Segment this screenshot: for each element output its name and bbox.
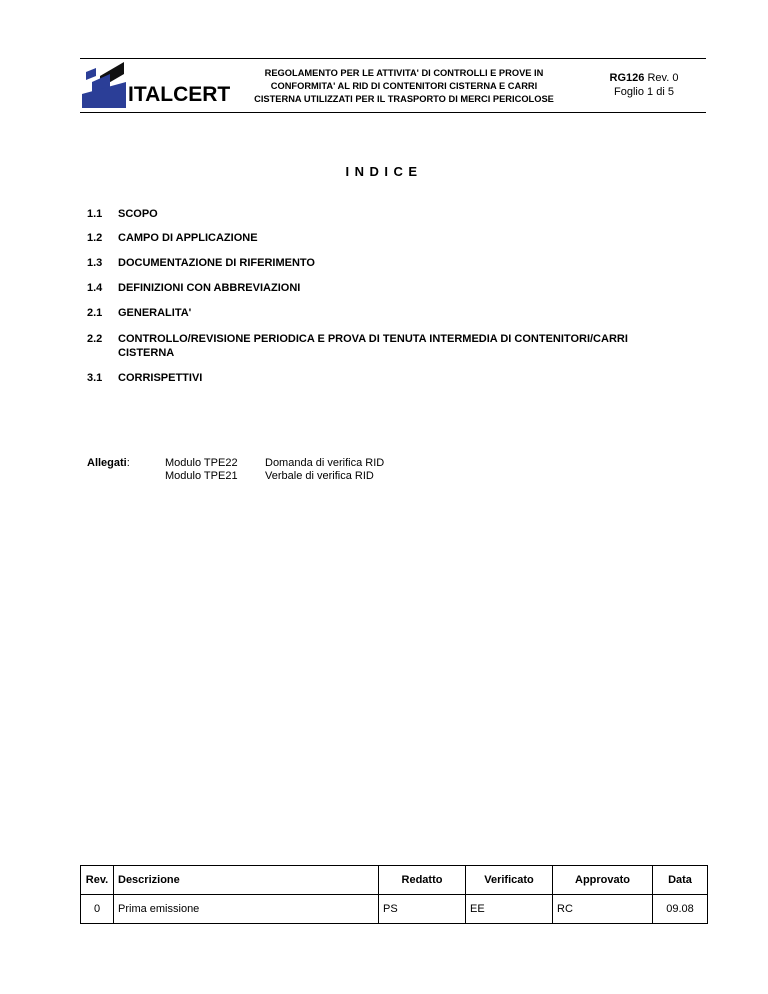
attachment-form: Modulo TPE22 — [165, 457, 238, 469]
logo-wordmark: ITALCERT — [128, 83, 231, 106]
document-title-line: CISTERNA UTILIZZATI PER IL TRASPORTO DI MERCI PERICOLOSE — [254, 94, 554, 104]
toc-item-label: SCOPO — [118, 208, 158, 220]
toc-item-label: CONTROLLO/REVISIONE PERIODICA E PROVA DI TENUTA INTERMEDIA DI CONTENITORI/CARRI — [118, 333, 628, 345]
attachment-forms — [165, 457, 238, 483]
toc-item-number: 2.2 — [87, 333, 103, 345]
header-top-rule — [80, 58, 706, 59]
document-sheet: Foglio 1 di 5 — [614, 86, 674, 98]
header-bottom-rule — [80, 112, 706, 113]
cell-date: 09.08 — [653, 895, 708, 924]
attachments-label: Allegati: — [87, 457, 130, 469]
index-title: INDICE — [345, 164, 423, 179]
cell-description: Prima emissione — [114, 895, 379, 924]
cell-verified: EE — [466, 895, 553, 924]
revision-table-header — [81, 866, 708, 895]
column-header-drafted: Redatto — [379, 866, 466, 895]
document-title-line: CONFORMITA' AL RID DI CONTENITORI CISTERNA E CARRI — [270, 81, 538, 91]
attachment-descriptions — [265, 457, 384, 483]
toc-item-label: DOCUMENTAZIONE DI RIFERIMENTO — [118, 257, 315, 269]
column-header-verified: Verificato — [466, 866, 553, 895]
revision-table — [80, 865, 708, 924]
column-header-approved: Approvato — [553, 866, 653, 895]
toc-item-number: 1.1 — [87, 208, 103, 220]
toc-item-number: 1.4 — [87, 282, 103, 294]
document-revision: Rev. 0 — [647, 72, 679, 84]
toc-item-number: 1.3 — [87, 257, 103, 269]
attachment-description: Domanda di verifica RID — [265, 457, 385, 469]
cell-approved: RC — [553, 895, 653, 924]
document-code: RG126 — [609, 72, 645, 84]
toc-item-number: 1.2 — [87, 232, 103, 244]
toc-item-number: 2.1 — [87, 307, 103, 319]
attachment-description: Verbale di verifica RID — [265, 470, 374, 482]
column-header-description: Descrizione — [114, 866, 379, 895]
document-title-line: REGOLAMENTO PER LE ATTIVITA' DI CONTROLLI E PROVE IN — [264, 68, 544, 78]
toc-item-label: CAMPO DI APPLICAZIONE — [118, 232, 258, 244]
toc-item-label: CORRISPETTIVI — [118, 372, 203, 384]
cell-rev: 0 — [81, 895, 114, 924]
attachment-form: Modulo TPE21 — [165, 470, 238, 482]
table-row — [81, 895, 708, 924]
document-reference — [583, 71, 705, 99]
cell-drafted: PS — [379, 895, 466, 924]
toc-item-label: DEFINIZIONI CON ABBREVIAZIONI — [118, 282, 301, 294]
toc-item-label: GENERALITA' — [118, 307, 192, 319]
column-header-date: Data — [653, 866, 708, 895]
document-title — [226, 67, 582, 106]
toc-item-label-continued: CISTERNA — [118, 347, 175, 359]
column-header-rev: Rev. — [81, 866, 114, 895]
toc-item-number: 3.1 — [87, 372, 103, 384]
